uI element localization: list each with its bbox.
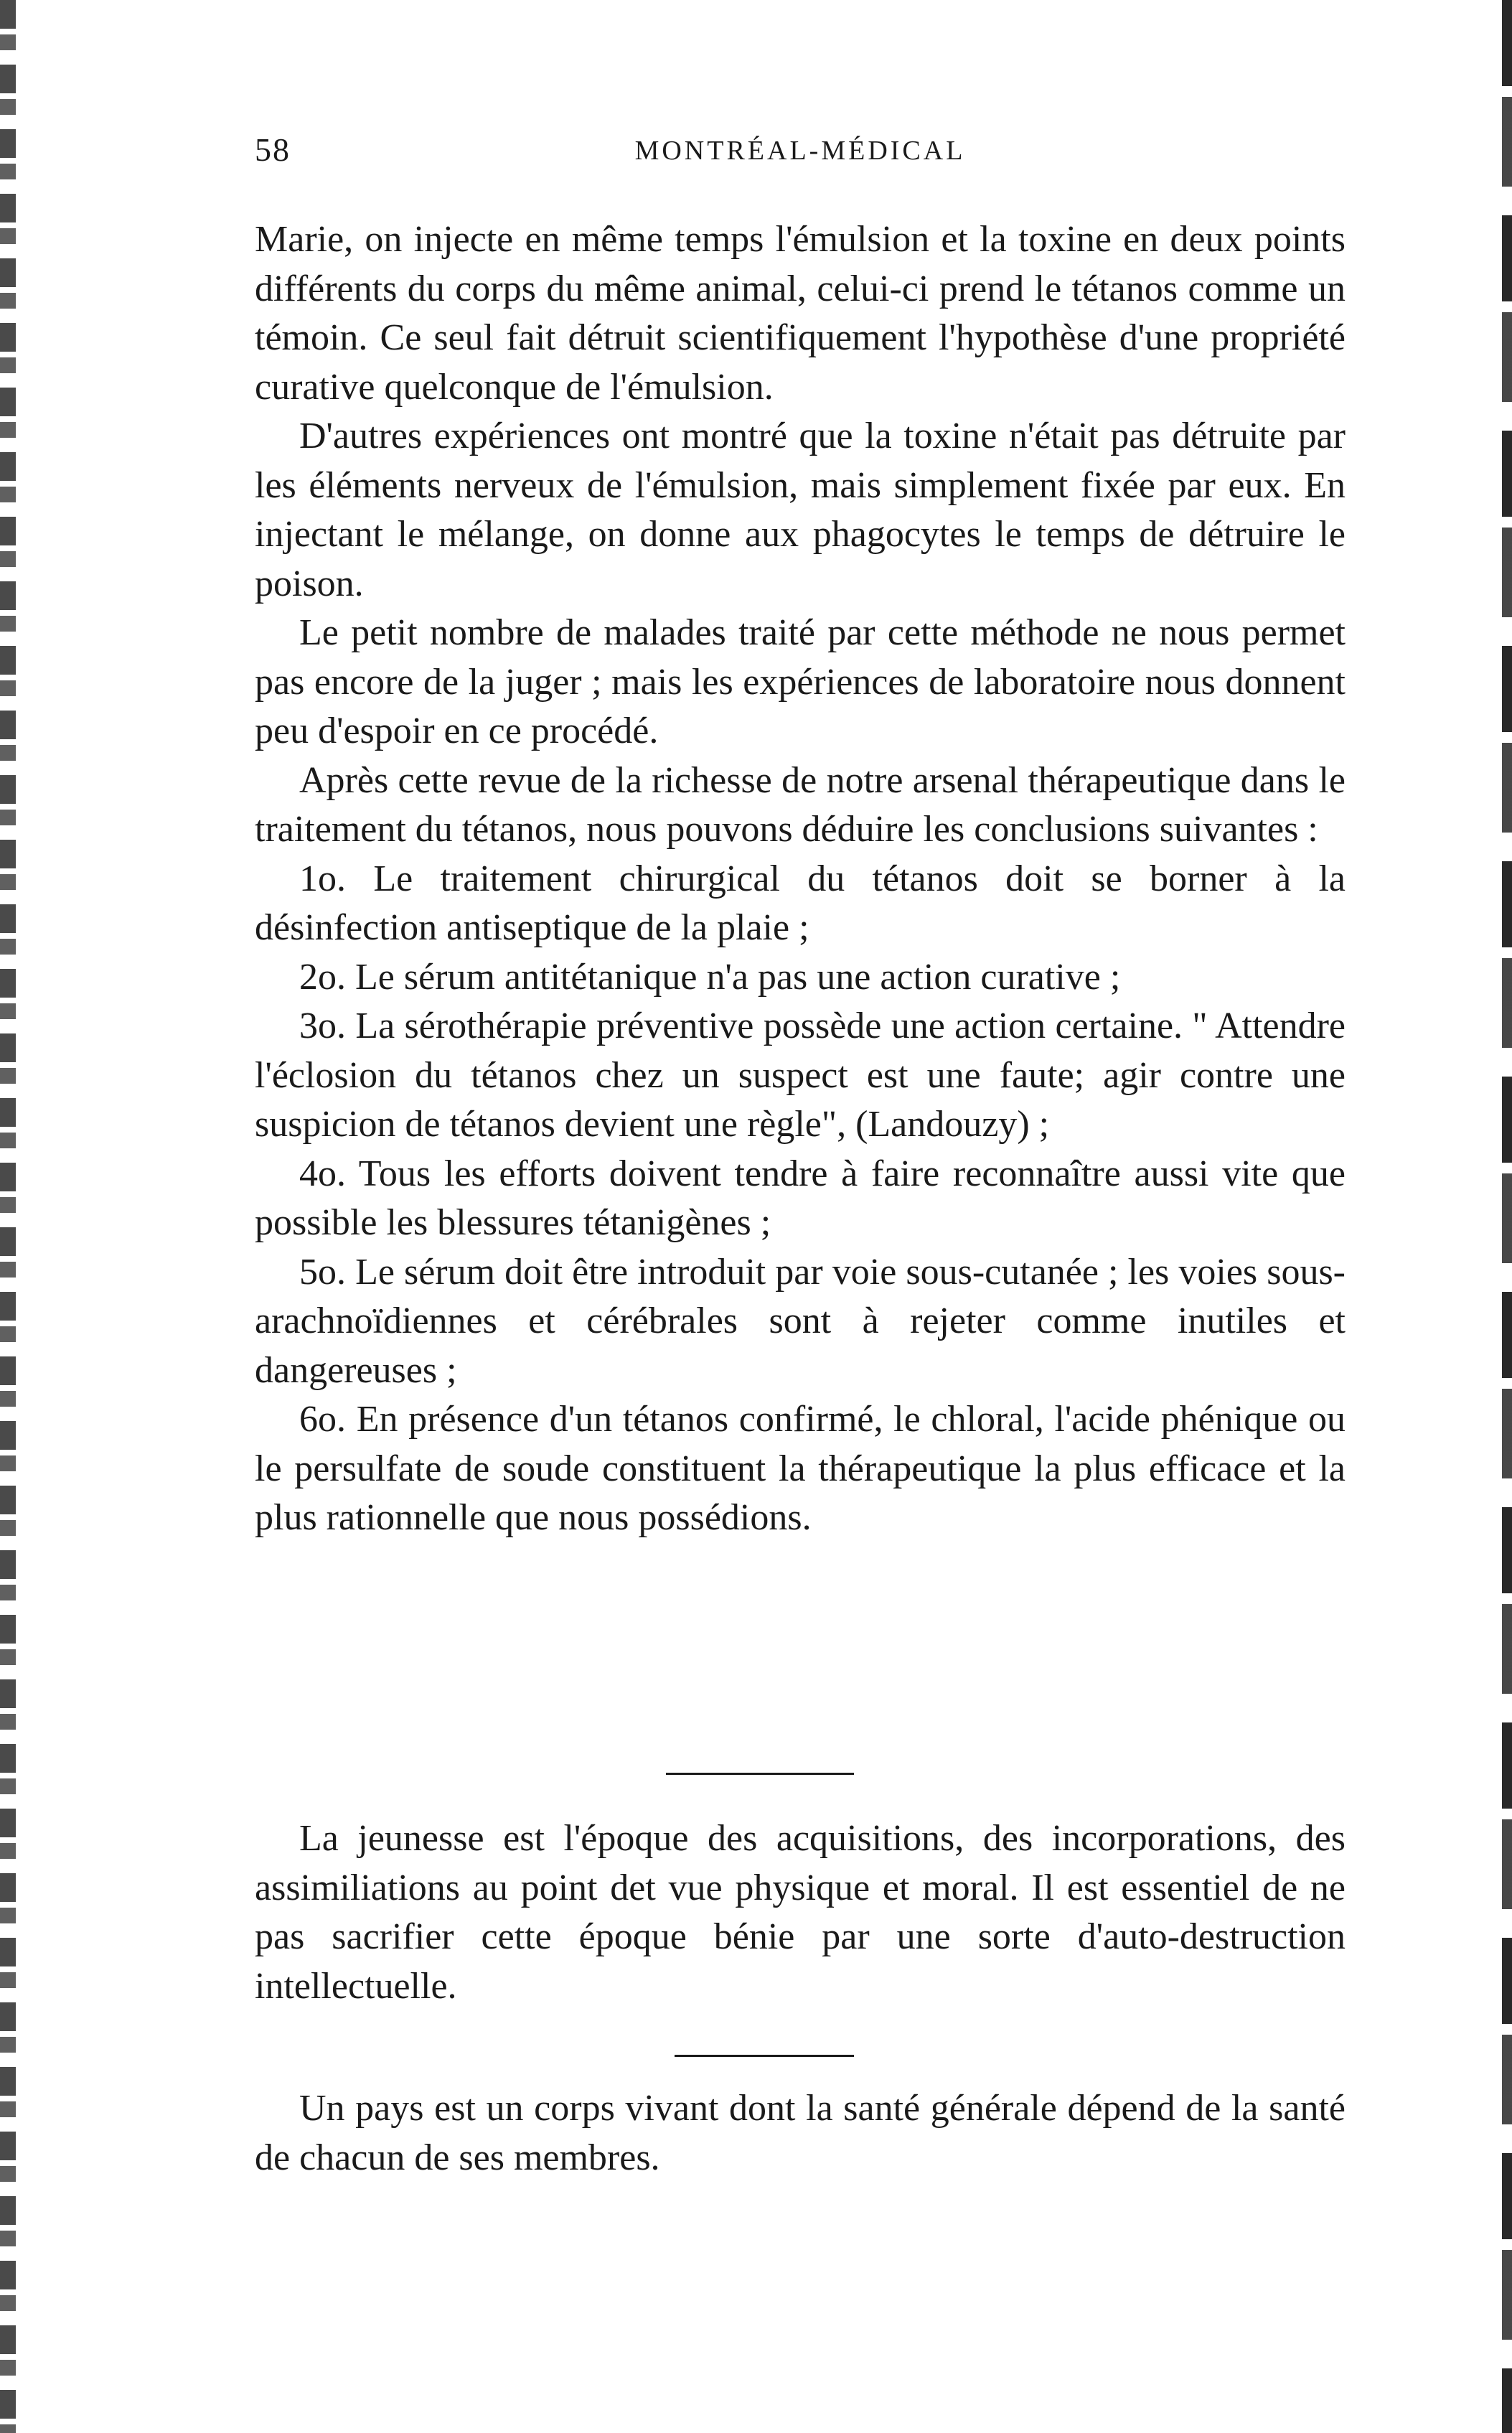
filler-quote bbox=[255, 1814, 1346, 2011]
conclusion-item: 4o. Tous les efforts doivent tendre à faire reconnaître aussi vite que possible les blessures tétanigènes ; bbox=[255, 1153, 1346, 1243]
conclusion-item: 2o. Le sérum antitétanique n'a pas une action curative ; bbox=[299, 956, 1121, 998]
conclusion-item: 5o. Le sérum doit être introduit par voie sous-cutanée ; les voies sous-arachnoïdiennes et cérébrales sont à rejeter comme inutiles et dangereuses ; bbox=[255, 1251, 1346, 1391]
paragraph: D'autres expériences ont montré que la toxine n'était pas détruite par les éléments nerveux de l'émulsion, mais simplement fixée par eux. En injectant le mélange, on donne aux phagocytes le temps de détruire le poison. bbox=[255, 416, 1346, 604]
running-head: MONTRÉAL-MÉDICAL bbox=[634, 136, 966, 166]
paragraph: Le petit nombre de malades traité par cette méthode ne nous permet pas encore de la juger ; mais les expériences de laboratoire nous donnent peu d'espoir en ce procédé. bbox=[255, 612, 1346, 751]
scan-edge-left bbox=[0, 0, 16, 2433]
quote-text: La jeunesse est l'époque des acquisitions, des incorporations, des assimiliations au point det vue physique et moral. Il est essentiel de ne pas sacrifier cette époque bénie par une sorte d'auto-destruction intellectuelle. bbox=[255, 1818, 1346, 2007]
paragraph: Marie, on injecte en même temps l'émulsion et la toxine en deux points différents du corps du même animal, celui-ci prend le tétanos comme un témoin. Ce seul fait détruit scientifiquement l'hypothèse d'une propriété curative quelconque de l'émulsion. bbox=[255, 219, 1346, 408]
separator-rule bbox=[666, 1773, 854, 1775]
page-number: 58 bbox=[255, 131, 291, 168]
filler-quote bbox=[255, 2084, 1346, 2183]
page-header bbox=[255, 131, 1346, 174]
scan-edge-right bbox=[1502, 0, 1512, 2433]
paragraph: Après cette revue de la richesse de notre arsenal thérapeutique dans le traitement du tétanos, nous pouvons déduire les conclusions suivantes : bbox=[255, 759, 1346, 850]
conclusion-item: 1o. Le traitement chirurgical du tétanos doit se borner à la désinfection antiseptique de la plaie ; bbox=[255, 858, 1346, 948]
quote-text: Un pays est un corps vivant dont la santé générale dépend de la santé de chacun de ses membres. bbox=[255, 2088, 1346, 2178]
conclusion-item: 6o. En présence d'un tétanos confirmé, le chloral, l'acide phénique ou le persulfate de soude constituent la thérapeutique la plus efficace et la plus rationnelle que nous possédions. bbox=[255, 1399, 1346, 1538]
conclusion-item: 3o. La sérothérapie préventive possède une action certaine. " Attendre l'éclosion du tétanos chez un suspect est une faute; agir contre une suspicion de tétanos devient une règle", (Landouzy) ; bbox=[255, 1005, 1346, 1145]
article-body bbox=[255, 215, 1346, 1543]
separator-rule bbox=[675, 2055, 854, 2057]
